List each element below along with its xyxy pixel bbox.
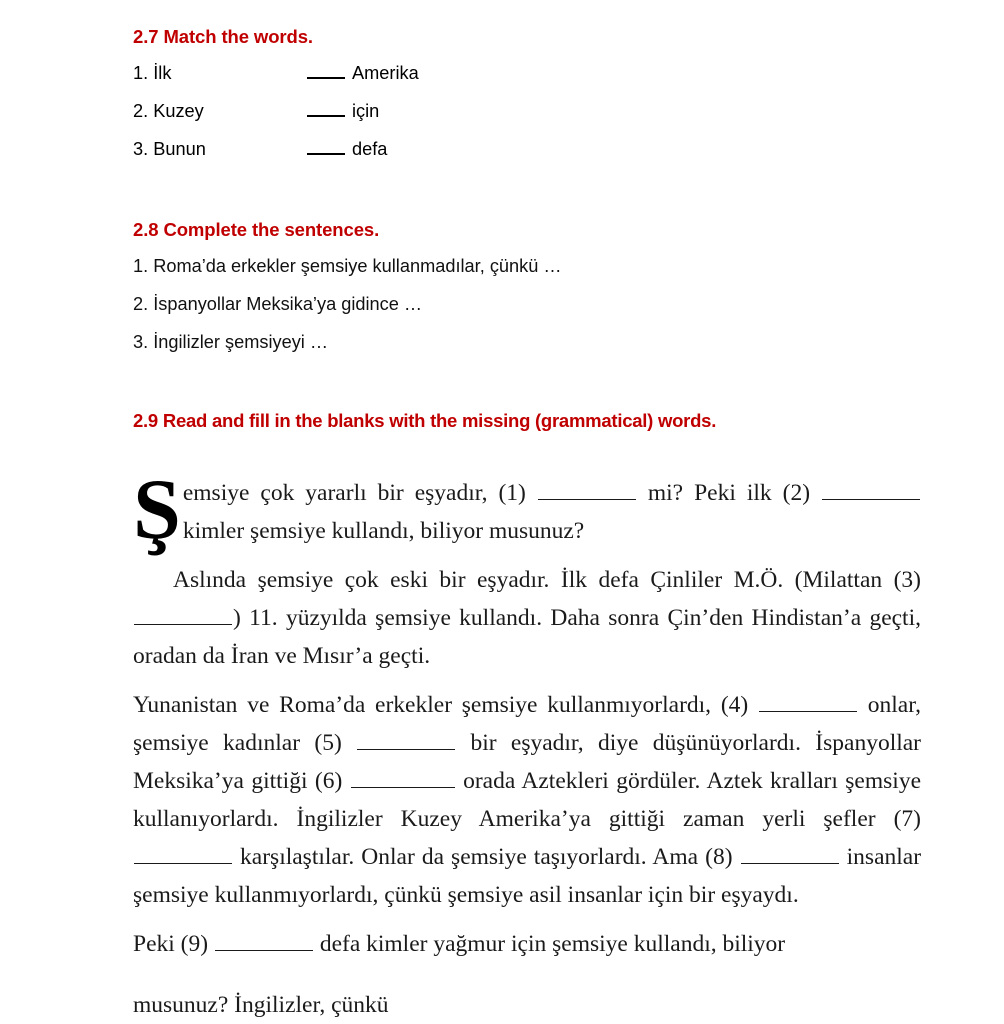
- match-right-term: için: [352, 101, 380, 121]
- fill-in-blank-2[interactable]: [822, 484, 920, 500]
- passage-text: Peki (9): [133, 931, 209, 957]
- fill-in-blank-6[interactable]: [351, 772, 455, 788]
- exercise-2-8: [133, 219, 933, 361]
- reading-passage: [133, 461, 922, 963]
- fill-in-blank-9[interactable]: [215, 935, 313, 951]
- passage-text: bir eşyadır, diye düşünüyorlardı. İspanyollar Meksika’ya gittiği (6): [133, 730, 922, 794]
- match-answer-blank[interactable]: [307, 63, 345, 79]
- passage-text: kimler şemsiye kullandı, biliyor musunuz?: [182, 518, 585, 544]
- passage-text: defa kimler yağmur için şemsiye kullandı, biliyor: [319, 931, 786, 957]
- clipped-continuation-line: musunuz? İngilizler, çünkü: [133, 992, 389, 1018]
- passage-text: emsiye çok yararlı bir eşyadır, (1): [182, 480, 526, 506]
- passage-paragraph-3: [133, 686, 921, 914]
- match-left-term: 1. İlk: [133, 63, 172, 83]
- passage-text: Yunanistan ve Roma’da erkekler şemsiye kullanmıyorlardı, (4): [133, 692, 749, 718]
- match-row: [133, 54, 933, 92]
- match-right-term: defa: [352, 139, 388, 159]
- passage-text: mi? Peki ilk (2): [647, 480, 811, 506]
- fill-in-blank-4[interactable]: [759, 696, 857, 712]
- exercise-2-7-heading: 2.7 Match the words.: [133, 26, 313, 47]
- exercise-2-8-heading: 2.8 Complete the sentences.: [133, 219, 380, 240]
- fill-in-blank-8[interactable]: [741, 848, 839, 864]
- fill-in-blank-3[interactable]: [134, 609, 232, 625]
- fill-in-blank-1[interactable]: [538, 484, 636, 500]
- passage-text: karşılaştılar. Onlar da şemsiye taşıyorlardı. Ama (8): [240, 844, 733, 870]
- match-row: [133, 92, 933, 130]
- passage-text: onlar, şemsiye kadınlar (5): [133, 692, 921, 756]
- passage-paragraph-2: [133, 561, 921, 675]
- match-right-term: Amerika: [352, 63, 419, 83]
- passage-text: orada Aztekleri gördüler. Aztek kralları şemsiye kullanıyorlardı. İngilizler Kuzey Amerika’ya gittiği zaman yerli şefler (7): [133, 768, 922, 832]
- exercise-2-8-item: 1. Roma’da erkekler şemsiye kullanmadılar, çünkü …: [133, 256, 562, 276]
- passage-paragraph-1: [133, 461, 921, 557]
- match-row: [133, 130, 933, 168]
- fill-in-blank-5[interactable]: [357, 734, 455, 750]
- fill-in-blank-7[interactable]: [134, 848, 232, 864]
- drop-cap-letter: Ş: [133, 461, 181, 557]
- exercise-2-8-item: 3. İngilizler şemsiyeyi …: [133, 332, 329, 352]
- match-answer-blank[interactable]: [307, 139, 345, 155]
- passage-text: insanlar şemsiye kullanmıyorlardı, çünkü şemsiye asil insanlar için bir eşyaydı.: [133, 844, 922, 908]
- passage-text: Aslında şemsiye çok eski bir eşyadır. İlk defa Çinliler M.Ö. (Milattan (3): [173, 567, 921, 593]
- exercise-2-7: [133, 26, 933, 168]
- match-answer-blank[interactable]: [307, 101, 345, 117]
- passage-text: ) 11. yüzyılda şemsiye kullandı. Daha sonra Çin’den Hindistan’a geçti, oradan da İran ve Mısır’a geçti.: [133, 605, 921, 669]
- match-left-term: 3. Bunun: [133, 139, 206, 159]
- exercise-2-9: [133, 410, 933, 432]
- exercise-2-9-heading: 2.9 Read and fill in the blanks with the missing (grammatical) words.: [133, 410, 717, 431]
- exercise-2-8-item: 2. İspanyollar Meksika’ya gidince …: [133, 294, 423, 314]
- match-left-term: 2. Kuzey: [133, 101, 204, 121]
- passage-paragraph-4: [133, 925, 921, 963]
